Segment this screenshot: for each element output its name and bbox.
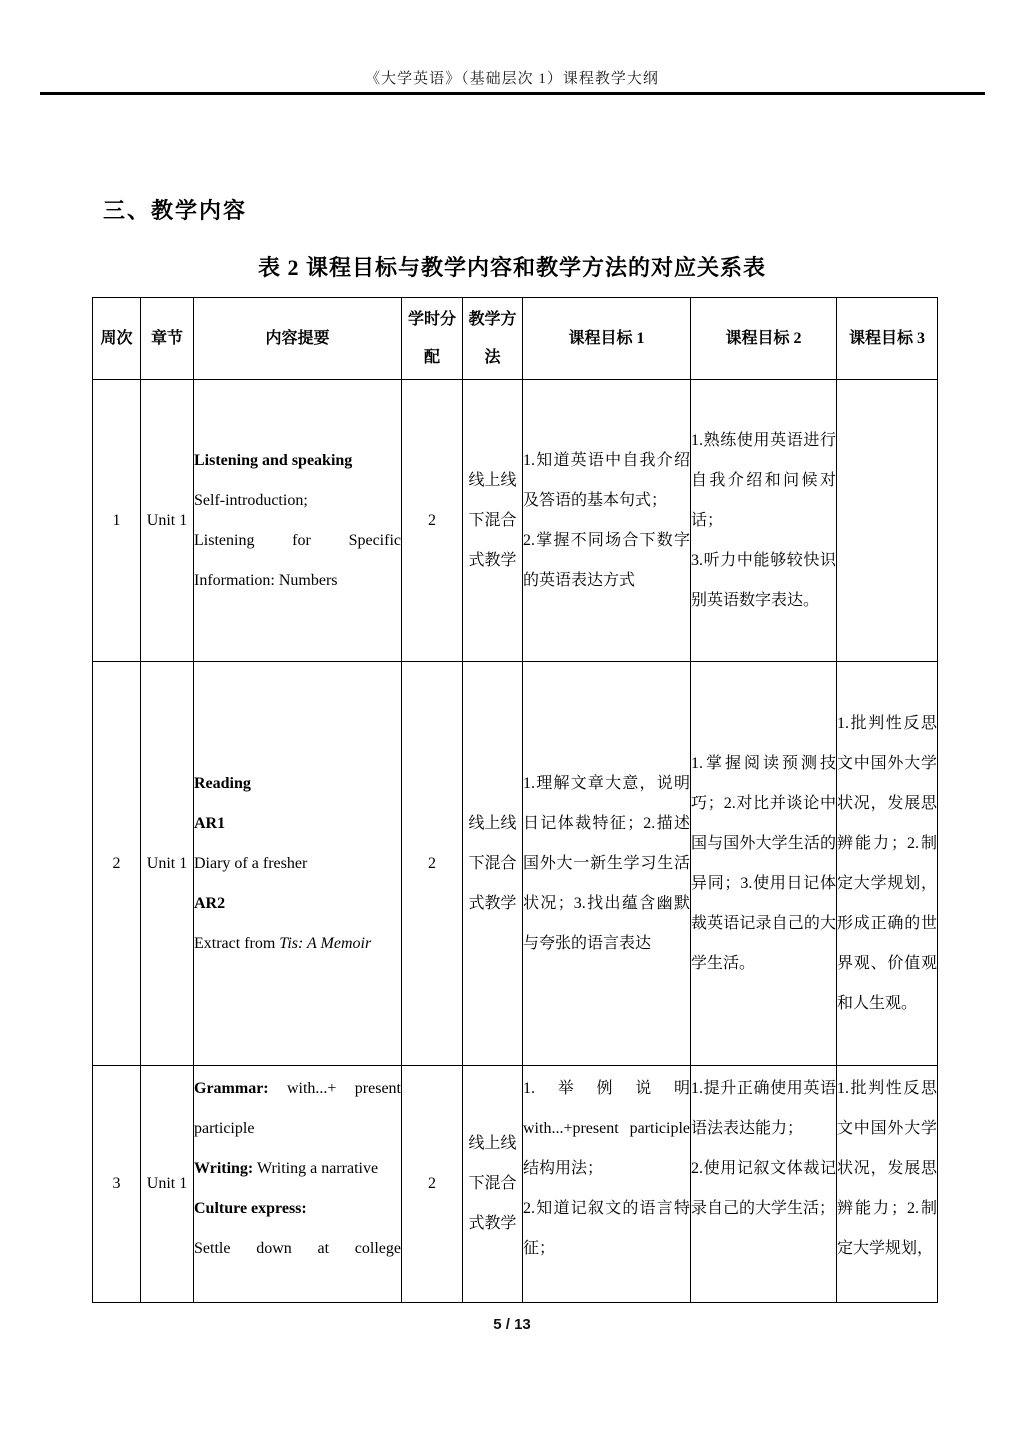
summary-line: Settle down at college: [194, 1240, 401, 1257]
cell-week: 1: [93, 380, 141, 662]
summary-line: Diary of a fresher: [194, 854, 308, 872]
objective-item: 1.批判性反思文中国外大学状况，发展思辨能力；2.制定大学规划，形成正确的世界观、价值观和人生观。: [837, 714, 937, 1012]
table-title: 表 2 课程目标与教学内容和教学方法的对应关系表: [257, 255, 766, 280]
summary-line: [194, 924, 401, 964]
summary-label: Grammar:: [194, 1080, 269, 1097]
objective-item: 3.听力中能够较快识别英语数字表达。: [691, 551, 836, 609]
summary-heading: Listening and speaking: [194, 451, 353, 469]
table-row: [93, 662, 938, 1066]
objective-item: 1.提升正确使用英语语法表达能力；: [691, 1080, 836, 1137]
summary-label: Culture express:: [194, 1200, 307, 1217]
col-header-method: 教学方法: [463, 298, 523, 380]
section-heading: 三、教学内容: [103, 198, 248, 223]
method-text: 线上线下混合式教学: [468, 471, 517, 569]
cell-method: [463, 1066, 523, 1303]
objective-item: 1.掌握阅读预测技巧；2.对比并谈论中国与国外大学生活的异同；3.使用日记体裁英语记录自己的大学生活。: [691, 754, 836, 972]
summary-heading: Reading: [194, 774, 251, 792]
col-header-objective-2: 课程目标 2: [691, 298, 837, 380]
cell-objective-1: [523, 662, 691, 1066]
summary-line: Listening for Specific Information: Numbers: [194, 531, 401, 589]
objective-item: 1.熟练使用英语进行自我介绍和问候对话；: [691, 431, 836, 529]
cell-week: 3: [93, 1066, 141, 1303]
objective-item: 2.知道记叙文的语言特征；: [523, 1200, 690, 1257]
header-rule: [40, 92, 985, 95]
method-text: 线上线下混合式教学: [468, 814, 517, 912]
col-header-week: 周次: [93, 298, 141, 380]
cell-objective-2: [691, 380, 837, 662]
cell-objective-1: [523, 380, 691, 662]
objective-item: 1.理解文章大意，说明日记体裁特征；2.描述国外大一新生学习生活状况；3.找出蕴含幽默与夸张的语言表达: [523, 774, 690, 952]
cell-objective-2: [691, 1066, 837, 1303]
col-header-objective-1: 课程目标 1: [523, 298, 691, 380]
col-header-hours: 学时分配: [402, 298, 463, 380]
cell-summary: [194, 1066, 402, 1303]
method-text: 线上线下混合式教学: [468, 1135, 517, 1232]
summary-line: [194, 1069, 401, 1149]
objective-item: 1.批判性反思文中国外大学状况，发展思辨能力；2.制定大学规划，: [837, 1080, 937, 1257]
cell-objective-2: [691, 662, 837, 1066]
summary-text: Extract from: [194, 934, 280, 952]
cell-method: [463, 662, 523, 1066]
running-header: 《大学英语》（基础层次 1）课程教学大纲: [365, 71, 659, 87]
summary-label: Writing:: [194, 1160, 254, 1177]
page-number: 5 / 13: [493, 1316, 531, 1333]
cell-chapter: Unit 1: [141, 662, 194, 1066]
cell-summary: [194, 380, 402, 662]
objective-item: 2.掌握不同场合下数字的英语表达方式: [523, 531, 690, 589]
cell-objective-3: [837, 380, 938, 662]
summary-label: AR2: [194, 894, 226, 912]
summary-text: Writing a narrative: [253, 1160, 379, 1177]
objective-item: 1.知道英语中自我介绍及答语的基本句式；: [523, 451, 690, 509]
col-header-summary: 内容提要: [194, 298, 402, 380]
cell-method: [463, 380, 523, 662]
cell-summary: [194, 662, 402, 1066]
cell-objective-3: [837, 662, 938, 1066]
cell-week: 2: [93, 662, 141, 1066]
table-header-row: [93, 298, 938, 380]
objective-item: 1.举例说明 with...+present participle 结构用法；: [523, 1080, 690, 1177]
cell-hours: 2: [402, 380, 463, 662]
col-header-chapter: 章节: [141, 298, 194, 380]
col-header-objective-3: 课程目标 3: [837, 298, 938, 380]
course-objectives-table: [92, 297, 938, 1303]
objective-item: 2.使用记叙文体裁记录自己的大学生活；: [691, 1160, 836, 1217]
book-title: Tis: A Memoir: [279, 934, 372, 952]
table-row: [93, 380, 938, 662]
cell-chapter: Unit 1: [141, 1066, 194, 1303]
cell-objective-3: [837, 1066, 938, 1303]
cell-hours: 2: [402, 1066, 463, 1303]
summary-text: with...+ present participle: [194, 1080, 401, 1137]
cell-objective-1: [523, 1066, 691, 1303]
cell-chapter: Unit 1: [141, 380, 194, 662]
table-row: [93, 1066, 938, 1303]
summary-label: AR1: [194, 814, 226, 832]
summary-line: Self-introduction;: [194, 491, 308, 509]
summary-line: [194, 1149, 401, 1189]
cell-hours: 2: [402, 662, 463, 1066]
